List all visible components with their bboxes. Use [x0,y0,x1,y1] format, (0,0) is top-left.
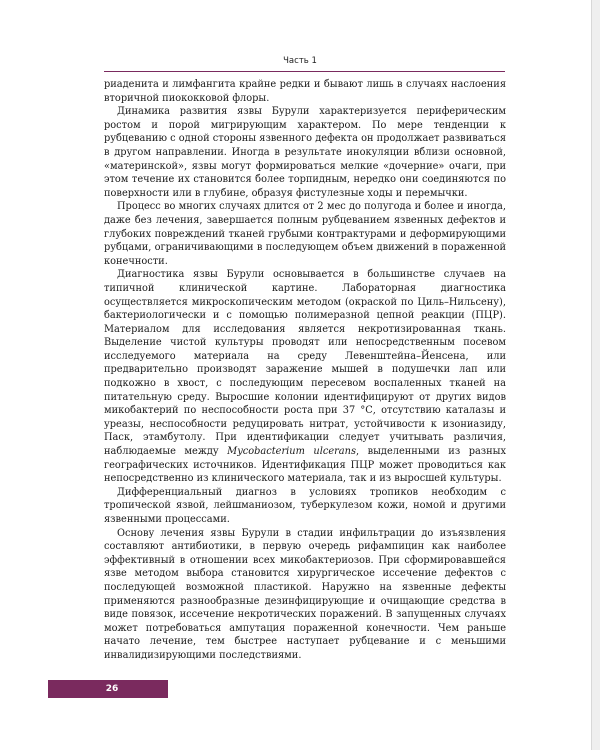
paragraph: Дифференциальный диагноз в условиях тропиков необходим с тропической язвой, лейшманиозом, туберкулезом кожи, номой и другими язвенными процессами. [104,486,506,525]
page-number: 26 [105,684,119,694]
species-name: Mycobacterium ulcerans [227,446,356,458]
paragraph: Динамика развития язвы Бурули характеризуется периферическим ростом и порой мигрирующим характером. По мере тенденции к рубцеванию с одной стороны язвенного дефекта он продолжает развиваться в другом направлении. Иногда в результате инокуляции вблизи основной, «материнской», язвы могут формироваться мелкие «дочерние» очаги, при этом течение их становится более торпидным, нередко они соединяются по поверхности или в глубине, образуя фистулезные ходы и перемычки. [104,106,506,199]
paragraph [104,268,506,486]
paragraph-text: , выделенными из разных географических источников. Идентификация ПЦР может проводиться как непосредственно из клинического материала, так и из выросшей культуры. [104,446,506,485]
paragraph: риаденита и лимфангита крайне редки и бывают лишь в случаях наслоения вторичной пиококковой флоры. [104,79,506,104]
paragraph-text: Диагностика язвы Бурули основывается в большинстве случаев на типичной клинической картине. Лабораторная диагностика осуществляется микроскопическим методом (окраской по Циль–Нильсену), бактериологически и с помощью полимеразной цепной реакции (ПЦР). Материалом для исследования является некротизированная ткань. Выделение чистой культуры проводят или непосредственным посевом исследуемого материала на среду Левенштейна–Йенсена, или предварительно производят заражение мышей в подушечки лап или подкожно в хвост, с последующим пересевом воспаленных тканей на питательную среду. Выросшие колонии идентифицируют от других видов микобактерий по неспособности роста при 37 °С, отсутствию каталазы и уреазы, неспособности редуцировать нитрат, устойчивости к изониазиду, Паск, этамбутолу. При идентификации следует учитывать различия, наблюдаемые между [104,269,506,458]
body-text [104,78,506,663]
running-title: Часть 1 [283,56,317,66]
paragraph: Основу лечения язвы Бурули в стадии инфильтрации до изъязвления составляют антибиотики, в первую очередь рифампицин как наиболее эффективный в отношении всех микобактериозов. При сформировавшейся язве методом выбора становится хирургическое иссечение дефектов с последующей возможной пластикой. Наружно на язвенные дефекты применяются разнообразные дезинфицирующие и очищающие средства в виде повязок, иссечение некротических поражений. В запущенных случаях может потребоваться ампутация пораженной конечности. Чем раньше начато лечение, тем быстрее наступает рубцевание и с меньшими инвалидизирующими последствиями. [104,527,506,661]
paragraph: Процесс во многих случаях длится от 2 мес до полугода и более и иногда, даже без лечения, завершается полным рубцеванием язвенных дефектов и глубоких повреждений тканей грубыми контрактурами и деформирующими рубцами, ограничивающими в последующем объем движений в пораженной конечности. [104,201,506,267]
header-rule [104,71,505,72]
page-edge [591,0,600,750]
